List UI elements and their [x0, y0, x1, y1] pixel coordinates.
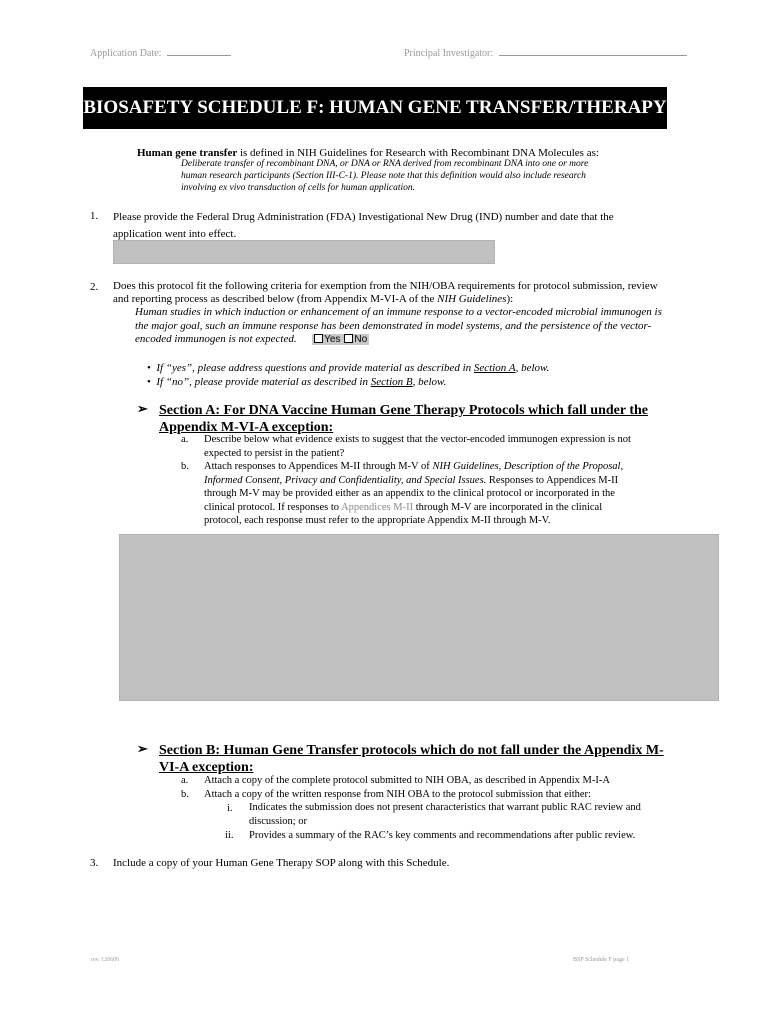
no-option[interactable]: No — [342, 334, 369, 345]
q2-criteria-line: encoded immunogen is not expected. Yes No — [135, 333, 368, 345]
item-line: discussion; or — [249, 816, 308, 827]
ind-number-field[interactable] — [113, 240, 495, 264]
section-b-heading — [159, 742, 664, 776]
definition-line: human research participants (Section III-C-1). Please note that this definition would also include research — [181, 171, 586, 181]
item-line: expected to persist in the patient? — [204, 447, 345, 459]
section-b-item-ii-label: ii. — [225, 830, 234, 841]
q1-line: Please provide the Federal Drug Administration (FDA) Investigational New Drug (IND) number and date that the — [113, 211, 614, 223]
item-line: Describe below what evidence exists to suggest that the vector-encoded immunogen expression is not — [204, 434, 631, 445]
section-b-heading-line: Section B: Human Gene Transfer protocols which do not fall under the Appendix M- — [159, 743, 664, 758]
section-a-heading-line: Appendix M-VI-A exception: — [159, 420, 334, 435]
q1-number: 1. — [90, 210, 99, 222]
bullet-icon: • — [147, 376, 151, 388]
q2-text — [113, 280, 658, 306]
definition-quote — [181, 158, 588, 194]
q1-text — [113, 209, 614, 243]
section-b-item-a-label: a. — [181, 775, 189, 786]
section-a-response-field[interactable] — [119, 534, 719, 701]
q2-criteria-line: Human studies in which induction or enhancement of an immune response to a vector-encoded microbial immunogen is — [135, 306, 662, 318]
item-line: protocol, each response must refer to the appropriate Appendix M-II through M-V. — [204, 515, 551, 526]
section-b-item-i-label: i. — [227, 803, 233, 814]
page-title: BIOSAFETY SCHEDULE F: HUMAN GENE TRANSFER/THERAPY — [83, 87, 667, 129]
bullet-no: • If “no”, please provide material as described in Section B, below. — [147, 376, 447, 388]
section-a-heading — [159, 402, 648, 436]
q2-criteria-line: the major goal, such an immune response has been demonstrated in model systems, and the persistence of the vector- — [135, 319, 652, 332]
item-line: through M-V may be provided either as an appendix to the clinical protocol or incorporated in the — [204, 488, 615, 499]
yes-option[interactable]: Yes — [312, 334, 342, 345]
q2-line: and reporting process as described below (from Appendix M-VI-A of the NIH Guidelines): — [113, 293, 514, 305]
footer-page-label: BSP Schedule F page 1 — [573, 957, 630, 963]
q3-number: 3. — [90, 857, 99, 869]
section-b-item-a: Attach a copy of the complete protocol submitted to NIH OBA, as described in Appendix M-I-A — [204, 775, 610, 786]
principal-investigator-field[interactable] — [499, 46, 687, 56]
section-b-link[interactable]: Section B — [370, 376, 413, 388]
item-line: Indicates the submission does not present characteristics that warrant public RAC review and — [249, 802, 641, 813]
section-a-heading-line: Section A: For DNA Vaccine Human Gene Therapy Protocols which fall under the — [159, 403, 648, 418]
item-line: clinical protocol. If responses to Appendices M-II through M-V are incorporated in the clinical — [204, 501, 603, 513]
footer-revision: rev. 120606 — [91, 957, 120, 963]
application-date-field[interactable] — [167, 46, 231, 56]
arrow-bullet-icon: ➢ — [137, 401, 148, 416]
bullet-icon: • — [147, 362, 151, 374]
item-line: Attach responses to Appendices M-II through M-V of NIH Guidelines, Description of the Proposal, — [204, 461, 624, 472]
section-a-link[interactable]: Section A — [473, 362, 516, 374]
section-b-item-b: Attach a copy of the written response from NIH OBA to the protocol submission that either: — [204, 789, 591, 800]
q2-criteria — [135, 306, 662, 347]
item-line: Informed Consent, Privacy and Confidentiality, and Special Issues. Responses to Appendices M-II — [204, 474, 619, 486]
definition-line: Deliberate transfer of recombinant DNA, or DNA or RNA derived from recombinant DNA into one or more — [181, 159, 589, 169]
no-checkbox[interactable] — [344, 334, 353, 343]
q2-number: 2. — [90, 281, 99, 293]
application-date-label: Application Date: — [90, 46, 231, 59]
section-a-item-b-label: b. — [181, 461, 189, 472]
q3-text: Include a copy of your Human Gene Therapy SOP along with this Schedule. — [113, 857, 450, 869]
section-b-heading-line: VI-A exception: — [159, 760, 254, 775]
section-b-item-ii: Provides a summary of the RAC’s key comments and recommendations after public review. — [249, 830, 636, 841]
section-b-item-i — [249, 801, 641, 829]
section-a-item-a — [204, 433, 631, 460]
q2-line: Does this protocol fit the following criteria for exemption from the NIH/OBA requirements for protocol submission, review — [113, 280, 658, 292]
principal-investigator-label: Principal Investigator: — [404, 46, 687, 59]
section-a-item-a-label: a. — [181, 434, 189, 445]
yes-checkbox[interactable] — [314, 334, 323, 343]
definition-line: involving ex vivo transduction of cells for human application. — [181, 183, 416, 193]
bullet-yes: • If “yes”, please address questions and provide material as described in Section A, below. — [147, 362, 550, 374]
definition-term: Human gene transfer — [137, 147, 238, 159]
section-a-item-b — [204, 460, 623, 528]
section-b-item-b-label: b. — [181, 789, 189, 800]
q1-line: application went into effect. — [113, 228, 237, 240]
arrow-bullet-icon: ➢ — [137, 741, 148, 756]
definition-intro-text: is defined in NIH Guidelines for Research with Recombinant DNA Molecules as: — [237, 147, 599, 159]
